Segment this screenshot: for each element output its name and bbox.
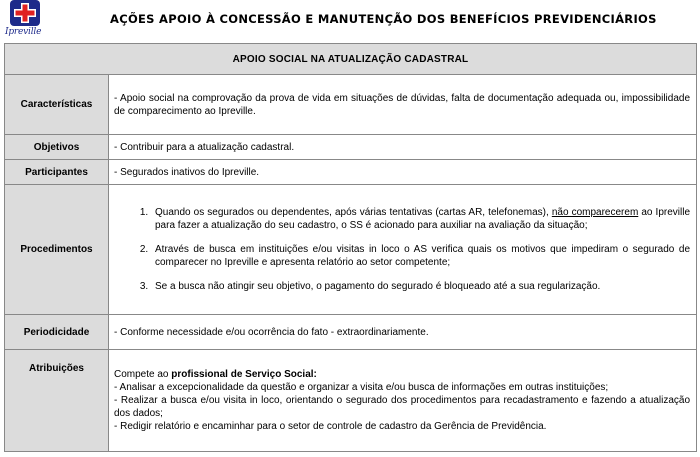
value-procedimentos (109, 185, 697, 315)
label-procedimentos: Procedimentos (5, 185, 109, 315)
label-participantes: Participantes (5, 160, 109, 185)
page-header (0, 0, 700, 40)
cross-logo-icon (10, 0, 40, 26)
procedures-list (114, 206, 690, 293)
row-caracteristicas (5, 75, 697, 135)
label-atribuicoes: Atribuições (5, 350, 109, 452)
label-caracteristicas: Características (5, 75, 109, 135)
value-participantes: - Segurados inativos do Ipreville. (109, 160, 697, 185)
atribuicoes-intro: Compete ao profissional de Serviço Social: (114, 369, 317, 380)
bold-text: profissional de Serviço Social: (171, 369, 317, 380)
row-atribuicoes (5, 350, 697, 452)
row-periodicidade (5, 315, 697, 350)
atribuicoes-line: - Analisar a excepcionalidade da questão e organizar a visita e/ou busca de informações em outras instituições; (114, 382, 609, 393)
page-title: AÇÕES APOIO À CONCESSÃO E MANUTENÇÃO DOS BENEFÍCIOS PREVIDENCIÁRIOS (110, 12, 657, 26)
value-periodicidade: - Conforme necessidade e/ou ocorrência do fato - extraordinariamente. (109, 315, 697, 350)
list-item: 3. Se a busca não atingir seu objetivo, o pagamento do segurado é bloqueado até a sua regularização. (151, 280, 690, 293)
table-heading: APOIO SOCIAL NA ATUALIZAÇÃO CADASTRAL (5, 44, 697, 75)
underlined-text: não comparecerem (551, 207, 639, 218)
atribuicoes-text (114, 368, 690, 433)
value-caracteristicas: - Apoio social na comprovação da prova de vida em situações de dúvidas, falta de documentação adequada ou, impossibilidade de comparecimento ao Ipreville. (109, 75, 697, 135)
table-heading-row (5, 44, 697, 75)
label-periodicidade: Periodicidade (5, 315, 109, 350)
ipreville-logo (4, 0, 48, 40)
action-table (4, 43, 697, 452)
atribuicoes-line: - Redigir relatório e encaminhar para o setor de controle de cadastro da Gerência de Previdência. (114, 421, 547, 432)
list-item: 2. Através de busca em instituições e/ou visitas in loco o AS verifica quais os motivos que impediram o segurado de comparecer no Ipreville e apresenta relatório ao setor competente; (151, 243, 690, 269)
value-atribuicoes (109, 350, 697, 452)
row-procedimentos (5, 185, 697, 315)
list-item: 1. Quando os segurados ou dependentes, após várias tentativas (cartas AR, telefonemas), não comparecerem ao Ipreville para fazer a atualização do seu cadastro, o SS é acionado para auxiliar na avaliação da situação; (151, 206, 690, 232)
atribuicoes-line: - Realizar a busca e/ou visita in loco, orientando o segurado dos procedimentos para recadastramento e fazendo a atualização dos dados; (114, 395, 691, 419)
row-participantes (5, 160, 697, 185)
row-objetivos (5, 135, 697, 160)
logo-text: Ipreville (5, 27, 42, 37)
label-objetivos: Objetivos (5, 135, 109, 160)
value-objetivos: - Contribuir para a atualização cadastral. (109, 135, 697, 160)
